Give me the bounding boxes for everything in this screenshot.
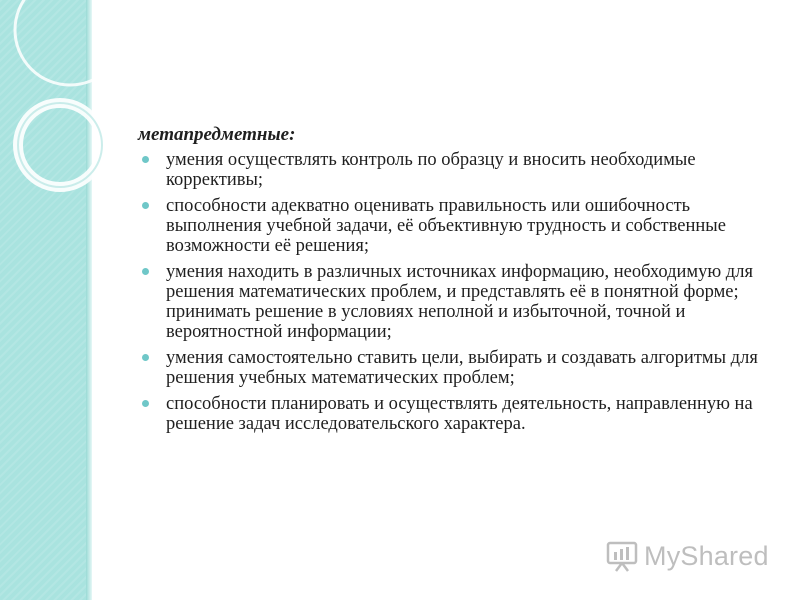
- list-item-text: умения самостоятельно ставить цели, выбирать и создавать алгоритмы для решения учебных математических проблем;: [166, 348, 758, 388]
- list-item-text: способности адекватно оценивать правильность или ошибочность выполнения учебной задачи, её объективную трудность и собственные возможности её решения;: [166, 196, 726, 256]
- myshared-logo-icon: [606, 539, 638, 573]
- bullet-icon: [142, 156, 149, 163]
- myshared-watermark: [606, 536, 769, 576]
- bullet-icon: [142, 354, 149, 361]
- list-item: [138, 196, 778, 256]
- decorative-side-panel: [0, 0, 92, 600]
- bullet-icon: [142, 268, 149, 275]
- list-item: [138, 262, 778, 342]
- slide-heading: метапредметные:: [138, 124, 296, 145]
- side-panel-edge: [86, 0, 92, 600]
- slide-content: [138, 124, 778, 440]
- list-item: [138, 348, 778, 388]
- list-item: [138, 394, 778, 434]
- watermark-text: MyShared: [644, 540, 769, 571]
- list-item-text: способности планировать и осуществлять деятельность, направленную на решение задач исследовательского характера.: [166, 394, 753, 434]
- list-item: [138, 150, 778, 190]
- list-item-text: умения осуществлять контроль по образцу и вносить необходимые коррективы;: [166, 150, 696, 190]
- bullet-list: [138, 150, 778, 434]
- bullet-icon: [142, 400, 149, 407]
- list-item-text: умения находить в различных источниках информацию, необходимую для решения математических проблем, и представлять её в понятной форме; принимать решение в условиях неполной и избыточной, точной и вероятностной информации;: [166, 262, 753, 342]
- bullet-icon: [142, 202, 149, 209]
